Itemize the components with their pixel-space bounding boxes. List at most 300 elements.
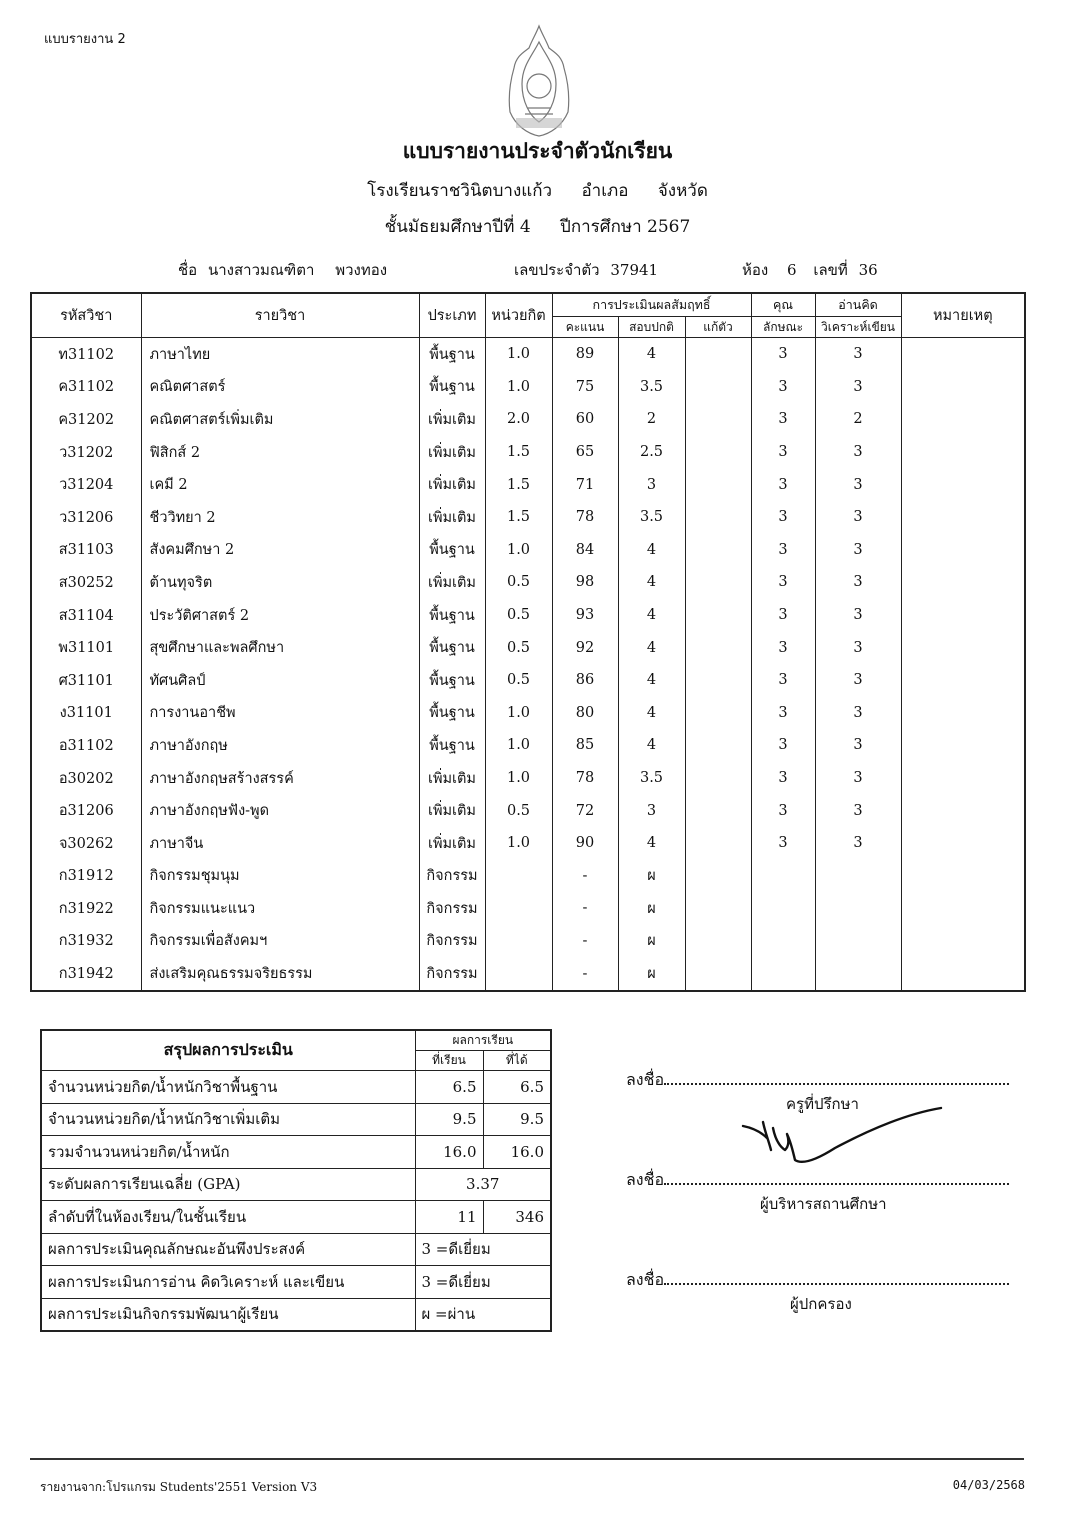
- course-grade: 4: [618, 729, 685, 762]
- course-credits: [485, 860, 552, 893]
- course-reading: 3: [815, 566, 901, 599]
- course-code: อ30202: [31, 762, 141, 795]
- course-score: 80: [552, 697, 618, 730]
- table-row: [31, 534, 1025, 567]
- handwritten-signature: [735, 1098, 950, 1170]
- course-type: กิจกรรม: [419, 860, 485, 893]
- grade-level: ชั้นมัธยมศึกษาปีที่ 4: [384, 217, 531, 237]
- course-grade: ผ: [618, 892, 685, 925]
- additional-studied: 9.5: [415, 1103, 483, 1136]
- first-name: นางสาวมณฑิตา: [207, 261, 315, 279]
- additional-earned: 9.5: [483, 1103, 551, 1136]
- header-assessment: การประเมินผลสัมฤทธิ์: [552, 293, 751, 317]
- course-character: [751, 860, 815, 893]
- table-row: [31, 729, 1025, 762]
- course-reading: [815, 860, 901, 893]
- course-remark: [901, 403, 1025, 436]
- student-name: [178, 258, 393, 282]
- table-row: [31, 566, 1025, 599]
- course-code: อ31102: [31, 729, 141, 762]
- total-label: รวมจำนวนหน่วยกิต/น้ำหนัก: [41, 1136, 415, 1169]
- district-label: อำเภอ: [581, 181, 629, 201]
- course-credits: [485, 957, 552, 991]
- course-type: เพิ่มเติม: [419, 436, 485, 469]
- course-retest: [685, 762, 751, 795]
- course-name: ทัศนศิลป์: [141, 664, 419, 697]
- parent-role: ผู้ปกครอง: [790, 1295, 852, 1313]
- course-type: กิจกรรม: [419, 925, 485, 958]
- grade-year-line: [0, 213, 1075, 240]
- footer-divider: [30, 1458, 1024, 1460]
- academic-year: ปีการศึกษา 2567: [560, 217, 691, 237]
- course-grade: 4: [618, 534, 685, 567]
- course-reading: 3: [815, 534, 901, 567]
- gpa-value: 3.37: [415, 1168, 551, 1201]
- table-row: [31, 468, 1025, 501]
- course-character: 3: [751, 501, 815, 534]
- rank-class: 11: [415, 1201, 483, 1234]
- student-id: [514, 258, 664, 282]
- course-score: 86: [552, 664, 618, 697]
- header-grade: สอบปกติ: [618, 317, 685, 338]
- course-name: กิจกรรมเพื่อสังคมฯ: [141, 925, 419, 958]
- course-score: 85: [552, 729, 618, 762]
- course-score: -: [552, 860, 618, 893]
- course-credits: 2.0: [485, 403, 552, 436]
- course-grade: 2: [618, 403, 685, 436]
- course-remark: [901, 534, 1025, 567]
- course-score: 93: [552, 599, 618, 632]
- course-code: พ31101: [31, 631, 141, 664]
- activity-label: ผลการประเมินกิจกรรมพัฒนาผู้เรียน: [41, 1298, 415, 1331]
- course-type: เพิ่มเติม: [419, 566, 485, 599]
- course-remark: [901, 827, 1025, 860]
- basic-studied: 6.5: [415, 1071, 483, 1104]
- id-value: 37941: [610, 261, 659, 279]
- parent-signature-line: [626, 1268, 1009, 1293]
- course-remark: [901, 925, 1025, 958]
- course-retest: [685, 860, 751, 893]
- table-row: [31, 860, 1025, 893]
- course-character: 3: [751, 697, 815, 730]
- course-credits: 0.5: [485, 566, 552, 599]
- course-code: ส30252: [31, 566, 141, 599]
- signature-dots: [664, 1169, 1009, 1185]
- course-character: 3: [751, 403, 815, 436]
- course-remark: [901, 957, 1025, 991]
- total-earned: 16.0: [483, 1136, 551, 1169]
- course-type: กิจกรรม: [419, 892, 485, 925]
- course-remark: [901, 599, 1025, 632]
- course-credits: 1.5: [485, 468, 552, 501]
- course-reading: 3: [815, 468, 901, 501]
- course-retest: [685, 534, 751, 567]
- name-label: ชื่อ: [178, 261, 198, 279]
- header-retest: แก้ตัว: [685, 317, 751, 338]
- course-character: 3: [751, 599, 815, 632]
- course-character: 3: [751, 534, 815, 567]
- course-retest: [685, 827, 751, 860]
- reading-label: ผลการประเมินการอ่าน คิดวิเคราะห์ และเขียน: [41, 1266, 415, 1299]
- course-name: ภาษาจีน: [141, 827, 419, 860]
- course-character: 3: [751, 468, 815, 501]
- course-retest: [685, 664, 751, 697]
- table-row: [31, 664, 1025, 697]
- summary-row-basic: [41, 1071, 551, 1104]
- table-row: [31, 501, 1025, 534]
- course-score: 89: [552, 338, 618, 371]
- earned-label: ที่ได้: [483, 1051, 551, 1071]
- table-row: [31, 892, 1025, 925]
- course-code: ว31204: [31, 468, 141, 501]
- course-character: [751, 957, 815, 991]
- course-grade: ผ: [618, 860, 685, 893]
- course-code: ส31103: [31, 534, 141, 567]
- course-name: ชีววิทยา 2: [141, 501, 419, 534]
- header-subject: รายวิชา: [141, 293, 419, 338]
- course-name: การงานอาชีพ: [141, 697, 419, 730]
- course-type: เพิ่มเติม: [419, 403, 485, 436]
- course-score: 65: [552, 436, 618, 469]
- number-label: เลขที่: [813, 261, 848, 279]
- gpa-label: ระดับผลการเรียนเฉลี่ย (GPA): [41, 1168, 415, 1201]
- course-remark: [901, 468, 1025, 501]
- course-reading: 3: [815, 794, 901, 827]
- course-score: 98: [552, 566, 618, 599]
- course-name: กิจกรรมชุมนุม: [141, 860, 419, 893]
- school-line: [0, 177, 1075, 204]
- course-name: คณิตศาสตร์: [141, 371, 419, 404]
- header-character-bottom: ลักษณะ: [751, 317, 815, 338]
- course-code: ก31922: [31, 892, 141, 925]
- basic-label: จำนวนหน่วยกิต/น้ำหนักวิชาพื้นฐาน: [41, 1071, 415, 1104]
- summary-row-rank: [41, 1201, 551, 1234]
- course-character: 3: [751, 338, 815, 371]
- course-reading: 3: [815, 501, 901, 534]
- grades-table: [30, 292, 1026, 992]
- course-code: ว31206: [31, 501, 141, 534]
- course-reading: 3: [815, 697, 901, 730]
- header-score: คะแนน: [552, 317, 618, 338]
- course-code: ศ31101: [31, 664, 141, 697]
- course-retest: [685, 697, 751, 730]
- course-grade: 4: [618, 827, 685, 860]
- school-name: โรงเรียนราชวินิตบางแก้ว: [367, 181, 553, 201]
- table-row: [31, 371, 1025, 404]
- course-remark: [901, 697, 1025, 730]
- course-reading: 3: [815, 729, 901, 762]
- total-studied: 16.0: [415, 1136, 483, 1169]
- table-row: [31, 403, 1025, 436]
- course-grade: 3: [618, 468, 685, 501]
- course-reading: 3: [815, 631, 901, 664]
- course-credits: [485, 925, 552, 958]
- activity-value: ผ =ผ่าน: [415, 1298, 551, 1331]
- form-code: แบบรายงาน 2: [44, 32, 126, 47]
- course-type: เพิ่มเติม: [419, 762, 485, 795]
- course-score: 92: [552, 631, 618, 664]
- course-character: 3: [751, 762, 815, 795]
- table-row: [31, 957, 1025, 991]
- course-character: 3: [751, 794, 815, 827]
- summary-row-character: [41, 1233, 551, 1266]
- character-value: 3 =ดีเยี่ยม: [415, 1233, 551, 1266]
- reading-value: 3 =ดีเยี่ยม: [415, 1266, 551, 1299]
- course-character: 3: [751, 436, 815, 469]
- course-reading: 3: [815, 599, 901, 632]
- course-remark: [901, 860, 1025, 893]
- course-reading: 3: [815, 664, 901, 697]
- course-reading: [815, 892, 901, 925]
- sign-label-director: ลงชื่อ: [626, 1170, 665, 1189]
- course-remark: [901, 729, 1025, 762]
- course-retest: [685, 892, 751, 925]
- course-retest: [685, 338, 751, 371]
- course-name: ภาษาอังกฤษสร้างสรรค์: [141, 762, 419, 795]
- course-retest: [685, 436, 751, 469]
- course-type: เพิ่มเติม: [419, 501, 485, 534]
- course-grade: ผ: [618, 957, 685, 991]
- course-grade: 2.5: [618, 436, 685, 469]
- course-name: ต้านทุจริต: [141, 566, 419, 599]
- course-code: อ31206: [31, 794, 141, 827]
- course-score: 72: [552, 794, 618, 827]
- footer-source: รายงานจาก:โปรแกรม Students'2551 Version V3: [40, 1480, 318, 1494]
- province-label: จังหวัด: [657, 181, 708, 201]
- course-type: เพิ่มเติม: [419, 468, 485, 501]
- course-grade: 4: [618, 631, 685, 664]
- course-credits: 1.0: [485, 827, 552, 860]
- course-score: 90: [552, 827, 618, 860]
- summary-row-total: [41, 1136, 551, 1169]
- course-credits: 1.0: [485, 729, 552, 762]
- course-name: ส่งเสริมคุณธรรมจริยธรรม: [141, 957, 419, 991]
- course-character: 3: [751, 631, 815, 664]
- course-score: 84: [552, 534, 618, 567]
- course-retest: [685, 468, 751, 501]
- course-reading: 3: [815, 827, 901, 860]
- course-credits: [485, 892, 552, 925]
- course-name: กิจกรรมแนะแนว: [141, 892, 419, 925]
- school-emblem-icon: [496, 22, 582, 140]
- course-score: 78: [552, 762, 618, 795]
- course-remark: [901, 794, 1025, 827]
- course-retest: [685, 599, 751, 632]
- report-title: แบบรายงานประจำตัวนักเรียน: [402, 138, 673, 163]
- course-remark: [901, 664, 1025, 697]
- course-name: สังคมศึกษา 2: [141, 534, 419, 567]
- course-remark: [901, 501, 1025, 534]
- course-type: พื้นฐาน: [419, 371, 485, 404]
- course-code: ค31202: [31, 403, 141, 436]
- table-row: [31, 599, 1025, 632]
- signature-dots: [664, 1069, 1009, 1085]
- course-reading: 2: [815, 403, 901, 436]
- course-code: ว31202: [31, 436, 141, 469]
- course-retest: [685, 403, 751, 436]
- basic-earned: 6.5: [483, 1071, 551, 1104]
- course-grade: 4: [618, 697, 685, 730]
- header-type: ประเภท: [419, 293, 485, 338]
- advisor-role: ครูที่ปรึกษา: [786, 1095, 859, 1113]
- course-retest: [685, 794, 751, 827]
- table-row: [31, 436, 1025, 469]
- course-type: พื้นฐาน: [419, 599, 485, 632]
- course-type: พื้นฐาน: [419, 697, 485, 730]
- course-score: 78: [552, 501, 618, 534]
- grade-rows: [31, 338, 1025, 991]
- header-credits: หน่วยกิต: [485, 293, 552, 338]
- course-character: [751, 892, 815, 925]
- course-character: 3: [751, 566, 815, 599]
- room-label: ห้อง: [742, 261, 769, 279]
- course-reading: 3: [815, 762, 901, 795]
- course-credits: 1.5: [485, 501, 552, 534]
- summary-table: [40, 1029, 552, 1332]
- header-reading-top: อ่านคิด: [815, 293, 901, 317]
- course-grade: 4: [618, 664, 685, 697]
- course-remark: [901, 631, 1025, 664]
- course-code: ง31101: [31, 697, 141, 730]
- course-type: กิจกรรม: [419, 957, 485, 991]
- course-name: ประวัติศาสตร์ 2: [141, 599, 419, 632]
- id-label: เลขประจำตัว: [514, 261, 600, 279]
- course-reading: 3: [815, 338, 901, 371]
- course-name: สุขศึกษาและพลศึกษา: [141, 631, 419, 664]
- course-code: จ30262: [31, 827, 141, 860]
- sign-label-advisor: ลงชื่อ: [626, 1070, 665, 1089]
- course-code: ก31932: [31, 925, 141, 958]
- director-signature-line: [626, 1168, 1009, 1193]
- course-score: -: [552, 957, 618, 991]
- course-type: พื้นฐาน: [419, 664, 485, 697]
- course-type: พื้นฐาน: [419, 534, 485, 567]
- course-name: ภาษาไทย: [141, 338, 419, 371]
- course-remark: [901, 566, 1025, 599]
- course-remark: [901, 338, 1025, 371]
- course-type: พื้นฐาน: [419, 631, 485, 664]
- course-remark: [901, 371, 1025, 404]
- course-name: ฟิสิกส์ 2: [141, 436, 419, 469]
- course-grade: 3.5: [618, 762, 685, 795]
- course-score: -: [552, 925, 618, 958]
- room-value: 6: [787, 261, 797, 279]
- course-grade: 3.5: [618, 501, 685, 534]
- course-remark: [901, 762, 1025, 795]
- course-credits: 1.0: [485, 762, 552, 795]
- header-character-top: คุณ: [751, 293, 815, 317]
- student-room: [742, 258, 884, 282]
- results-label: ผลการเรียน: [415, 1030, 551, 1051]
- sign-label-parent: ลงชื่อ: [626, 1270, 665, 1289]
- course-grade: 3: [618, 794, 685, 827]
- course-code: ก31942: [31, 957, 141, 991]
- course-credits: 0.5: [485, 599, 552, 632]
- course-retest: [685, 371, 751, 404]
- rank-grade: 346: [483, 1201, 551, 1234]
- course-grade: ผ: [618, 925, 685, 958]
- course-code: ก31912: [31, 860, 141, 893]
- course-score: 60: [552, 403, 618, 436]
- rank-label: ลำดับที่ในห้องเรียน/ในชั้นเรียน: [41, 1201, 415, 1234]
- table-row: [31, 338, 1025, 371]
- course-retest: [685, 566, 751, 599]
- course-grade: 3.5: [618, 371, 685, 404]
- character-label: ผลการประเมินคุณลักษณะอันพึงประสงค์: [41, 1233, 415, 1266]
- course-score: -: [552, 892, 618, 925]
- director-role: ผู้บริหารสถานศึกษา: [760, 1195, 887, 1213]
- course-credits: 0.5: [485, 631, 552, 664]
- number-value: 36: [858, 261, 878, 279]
- header-code: รหัสวิชา: [31, 293, 141, 338]
- header-reading-bottom: วิเคราะห์เขียน: [815, 317, 901, 338]
- course-grade: 4: [618, 566, 685, 599]
- course-credits: 0.5: [485, 664, 552, 697]
- summary-row-additional: [41, 1103, 551, 1136]
- course-type: พื้นฐาน: [419, 729, 485, 762]
- course-remark: [901, 436, 1025, 469]
- course-character: [751, 925, 815, 958]
- surname: พวงทอง: [335, 261, 388, 279]
- course-retest: [685, 729, 751, 762]
- course-code: ส31104: [31, 599, 141, 632]
- table-row: [31, 762, 1025, 795]
- course-type: เพิ่มเติม: [419, 827, 485, 860]
- studied-label: ที่เรียน: [415, 1051, 483, 1071]
- course-character: 3: [751, 664, 815, 697]
- course-score: 71: [552, 468, 618, 501]
- course-character: 3: [751, 729, 815, 762]
- table-row: [31, 697, 1025, 730]
- course-reading: [815, 925, 901, 958]
- summary-row-gpa: [41, 1168, 551, 1201]
- table-row: [31, 794, 1025, 827]
- course-credits: 1.0: [485, 338, 552, 371]
- course-retest: [685, 631, 751, 664]
- course-name: คณิตศาสตร์เพิ่มเติม: [141, 403, 419, 436]
- course-credits: 1.0: [485, 534, 552, 567]
- course-retest: [685, 925, 751, 958]
- course-grade: 4: [618, 599, 685, 632]
- footer-date: 04/03/2568: [952, 1478, 1025, 1492]
- course-credits: 1.5: [485, 436, 552, 469]
- table-row: [31, 827, 1025, 860]
- course-credits: 1.0: [485, 697, 552, 730]
- course-name: เคมี 2: [141, 468, 419, 501]
- course-grade: 4: [618, 338, 685, 371]
- course-reading: 3: [815, 371, 901, 404]
- additional-label: จำนวนหน่วยกิต/น้ำหนักวิชาเพิ่มเติม: [41, 1103, 415, 1136]
- course-code: ค31102: [31, 371, 141, 404]
- course-retest: [685, 501, 751, 534]
- course-credits: 1.0: [485, 371, 552, 404]
- summary-title: สรุปผลการประเมิน: [41, 1030, 415, 1071]
- course-character: 3: [751, 371, 815, 404]
- summary-row-activity: [41, 1298, 551, 1331]
- table-row: [31, 925, 1025, 958]
- signature-dots: [664, 1269, 1009, 1285]
- course-code: ท31102: [31, 338, 141, 371]
- course-reading: 3: [815, 436, 901, 469]
- course-retest: [685, 957, 751, 991]
- course-credits: 0.5: [485, 794, 552, 827]
- course-type: เพิ่มเติม: [419, 794, 485, 827]
- summary-row-reading: [41, 1266, 551, 1299]
- course-score: 75: [552, 371, 618, 404]
- course-type: พื้นฐาน: [419, 338, 485, 371]
- course-remark: [901, 892, 1025, 925]
- table-row: [31, 631, 1025, 664]
